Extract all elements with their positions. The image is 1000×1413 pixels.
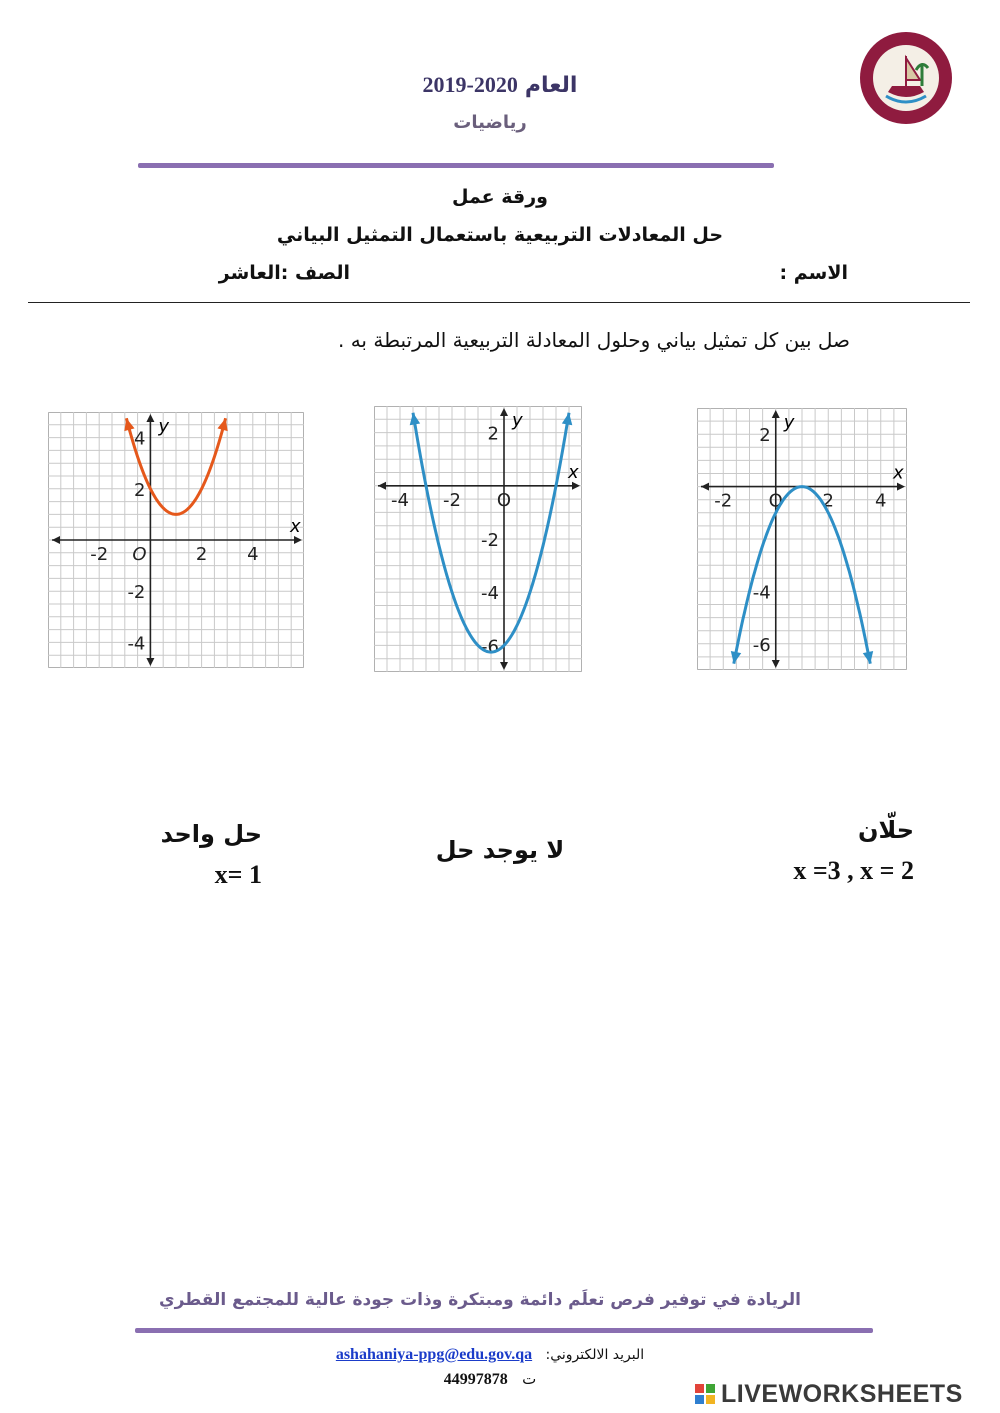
year-range: 2020-2019: [422, 72, 518, 97]
answer-two-solutions-values[interactable]: x =3 , x = 2: [793, 856, 914, 885]
x-tick-label: O: [768, 490, 783, 512]
x-axis-label: x: [893, 462, 904, 484]
section-divider: [28, 302, 970, 303]
email-row: [290, 1346, 690, 1364]
x-tick-label: 2: [195, 544, 208, 565]
liveworksheets-text: LIVEWORKSHEETS: [721, 1379, 963, 1408]
email-label: البريد الالكتروني:: [545, 1347, 645, 1363]
year-line: [300, 72, 700, 98]
y-axis-label: y: [783, 412, 795, 433]
name-label: الاسم :: [779, 262, 848, 284]
y-tick-label: -4: [127, 633, 146, 655]
x-axis-label: x: [568, 461, 579, 483]
header-divider: [138, 163, 774, 168]
qatar-seal-logo: [858, 30, 954, 126]
worksheet-title: ورقة عمل: [451, 186, 548, 208]
graph-1-orange-parabola[interactable]: [48, 412, 304, 668]
y-tick-label: 4: [133, 428, 146, 450]
answer-two-solutions-title[interactable]: حلّان: [857, 816, 914, 844]
y-tick-label: 2: [133, 479, 146, 501]
x-tick-label: -2: [90, 544, 109, 565]
phone-number: 44997878: [443, 1371, 508, 1388]
y-tick-label: -6: [752, 634, 771, 656]
liveworksheets-logo[interactable]: [694, 1380, 994, 1408]
y-tick-label: 2: [759, 425, 771, 447]
origin-label: O: [132, 544, 147, 565]
liveworksheets-logo-icon: [694, 1383, 718, 1405]
answer-one-solution-title[interactable]: حل واحد: [160, 820, 262, 848]
y-tick-label: -4: [481, 583, 499, 605]
x-tick-label: 4: [875, 490, 887, 512]
answer-no-solution[interactable]: لا يوجد حل: [435, 836, 565, 864]
y-tick-label: -2: [127, 582, 146, 604]
answer-one-solution-value[interactable]: x= 1: [214, 860, 262, 889]
y-axis-label: y: [158, 416, 170, 437]
x-tick-label: -2: [443, 489, 461, 511]
y-axis-label: y: [512, 410, 523, 431]
grade-label: الصف :العاشر: [218, 262, 350, 284]
x-tick-label: O: [496, 489, 512, 511]
instruction: صل بين كل تمثيل بياني وحلول المعادلة التربيعية المرتبطة به .: [337, 328, 850, 352]
footer-divider: [135, 1328, 873, 1333]
y-tick-label: -6: [481, 636, 499, 658]
graph-2-wide-parabola[interactable]: [374, 406, 582, 672]
phone-row: [420, 1370, 560, 1389]
y-tick-label: -2: [481, 530, 499, 551]
y-tick-label: 2: [487, 423, 499, 445]
y-tick-label: -4: [752, 582, 771, 604]
x-tick-label: -4: [391, 489, 409, 511]
phone-label: ت: [522, 1370, 537, 1388]
graph-3-downward-parabola[interactable]: [697, 408, 907, 670]
x-tick-label: 2: [822, 490, 834, 512]
x-tick-label: -2: [714, 490, 733, 512]
x-axis-label: x: [290, 516, 301, 537]
year-label: العام: [524, 73, 578, 98]
x-tick-label: 4: [247, 544, 259, 565]
email-link[interactable]: ashahaniya-ppg@edu.gov.qa: [335, 1346, 533, 1363]
worksheet-topic: حل المعادلات التربيعية باستعمال التمثيل البياني: [276, 224, 724, 246]
footer-motto: الريادة في توفير فرص تعلَم دائمة ومبتكرة وذات جودة عالية للمجتمع القطري: [159, 1290, 801, 1310]
subject: رياضيات: [453, 112, 527, 133]
